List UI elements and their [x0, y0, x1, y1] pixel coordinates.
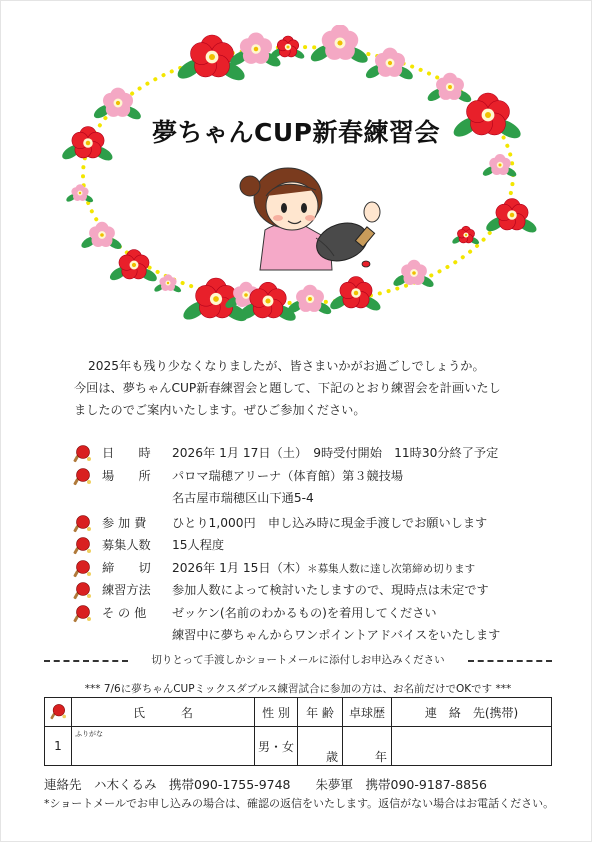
- capacity-row: [72, 534, 552, 557]
- camellia-flower-icon: [269, 36, 306, 61]
- intro-line-3: ましたのでご案内いたします。ぜひご参加ください。: [74, 403, 366, 417]
- form-header-icon-cell: [45, 698, 72, 727]
- form-header-gender: 性 別: [255, 698, 298, 727]
- camellia-flower-icon: [451, 226, 480, 246]
- age-unit: 歳: [325, 750, 338, 764]
- contact-note: *ショートメールでお申し込みの場合は、確認の返信をいたします。返信がない場合はお電話ください。: [44, 797, 555, 810]
- camellia-flower-icon: [364, 48, 415, 82]
- history-input-cell[interactable]: [343, 727, 392, 766]
- fee-row: [72, 512, 552, 535]
- form-header-age: 年 齢: [298, 698, 343, 727]
- other-row-2: [72, 624, 552, 647]
- ping-pong-paddle-icon: [72, 445, 92, 463]
- ping-pong-paddle-icon: [72, 605, 92, 623]
- form-row: [45, 727, 552, 766]
- other-value-2: 練習中に夢ちゃんからワンポイントアドバイスをいたします: [172, 628, 501, 642]
- form-header-row: [45, 698, 552, 727]
- name-input-cell[interactable]: [72, 727, 255, 766]
- page-title: 夢ちゃんCUP新春練習会: [152, 118, 440, 147]
- method-label: 練習方法: [102, 583, 151, 597]
- camellia-flower-icon: [481, 154, 518, 179]
- camellia-flower-icon: [308, 25, 370, 66]
- camellia-flower-icon: [391, 260, 435, 289]
- form-row-number: 1: [45, 727, 72, 766]
- age-input-cell[interactable]: [298, 727, 343, 766]
- intro-line-2: 今回は、夢ちゃんCUP新春練習会と題して、下記のとおり練習会を計画いたし: [74, 381, 501, 395]
- deadline-date: 2026年 1月 15日（木）: [172, 560, 308, 575]
- ping-pong-paddle-icon: [72, 582, 92, 600]
- camellia-flower-icon: [426, 73, 474, 105]
- other-row: [72, 602, 552, 625]
- ping-pong-paddle-icon: [49, 704, 67, 720]
- date-row: [72, 442, 552, 465]
- address-row: [72, 487, 552, 510]
- deadline-note: ＊募集人数に達し次第締め切ります: [307, 562, 476, 575]
- cut-dash-left: [44, 660, 128, 662]
- place-value: パロマ瑞穂アリーナ（体育館）第３競技場: [172, 468, 404, 483]
- form-header-contact: 連 絡 先(携帯): [392, 698, 552, 727]
- method-value: 参加人数によって検討いたしますので、現時点は未定です: [172, 583, 489, 597]
- fee-value: ひとり1,000円 申し込み時に現金手渡しでお願いします: [172, 515, 488, 530]
- cut-line: [44, 652, 552, 668]
- event-details: [72, 442, 552, 647]
- contact-input-cell[interactable]: [392, 727, 552, 766]
- deadline-row: [72, 557, 552, 580]
- application-form: [44, 697, 552, 766]
- place-row: [72, 465, 552, 488]
- deadline-label: 締 切: [102, 560, 151, 575]
- fee-label: 参 加 費: [102, 515, 147, 530]
- contact-info: 連絡先 ハ木くるみ 携帯090-1755-9748 朱夢軍 携帯090-9187-8856: [44, 777, 488, 792]
- furigana-label: ふりがな: [75, 730, 103, 738]
- form-header-history: 卓球歴: [343, 698, 392, 727]
- capacity-value: 15人程度: [172, 538, 225, 552]
- history-unit: 年: [374, 750, 387, 764]
- camellia-flower-icon: [65, 184, 94, 204]
- ping-pong-paddle-icon: [72, 560, 92, 578]
- method-row: [72, 579, 552, 602]
- place-label: 場 所: [102, 468, 151, 483]
- intro-line-1: 2025年も残り少なくなりましたが、皆さまいかがお過ごしでしょうか。: [88, 359, 485, 373]
- address-value: 名古屋市瑞穂区山下通5-4: [172, 491, 314, 505]
- ping-pong-paddle-icon: [72, 515, 92, 533]
- other-label: そ の 他: [102, 605, 147, 620]
- gender-choice[interactable]: 男・女: [255, 727, 298, 766]
- date-label: 日 時: [102, 446, 151, 460]
- camellia-flower-icon: [484, 199, 539, 236]
- form-header-name: 氏 名: [72, 698, 255, 727]
- camellia-flower-icon: [153, 274, 182, 294]
- cut-line-message: 切りとって手渡しかショートメールに添付しお申込みください: [151, 654, 445, 666]
- date-value: 2026年 1月 17日（土） 9時受付開始 11時30分終了予定: [172, 446, 499, 460]
- girl-table-tennis-illustration: [220, 160, 390, 280]
- capacity-label: 募集人数: [102, 538, 151, 552]
- mixed-doubles-notice: *** 7/6に夢ちゃんCUPミックスダブルス練習試合に参加の方は、お名前だけでOKです ***: [84, 683, 512, 695]
- other-value-1: ゼッケン(名前のわかるもの)を着用してください: [172, 605, 437, 620]
- camellia-flower-icon: [328, 277, 383, 314]
- camellia-flower-icon: [79, 222, 123, 251]
- intro-paragraph: [74, 355, 544, 421]
- cut-dash-right: [468, 660, 552, 662]
- ping-pong-paddle-icon: [72, 468, 92, 486]
- ping-pong-paddle-icon: [72, 537, 92, 555]
- deadline-value: [172, 557, 475, 581]
